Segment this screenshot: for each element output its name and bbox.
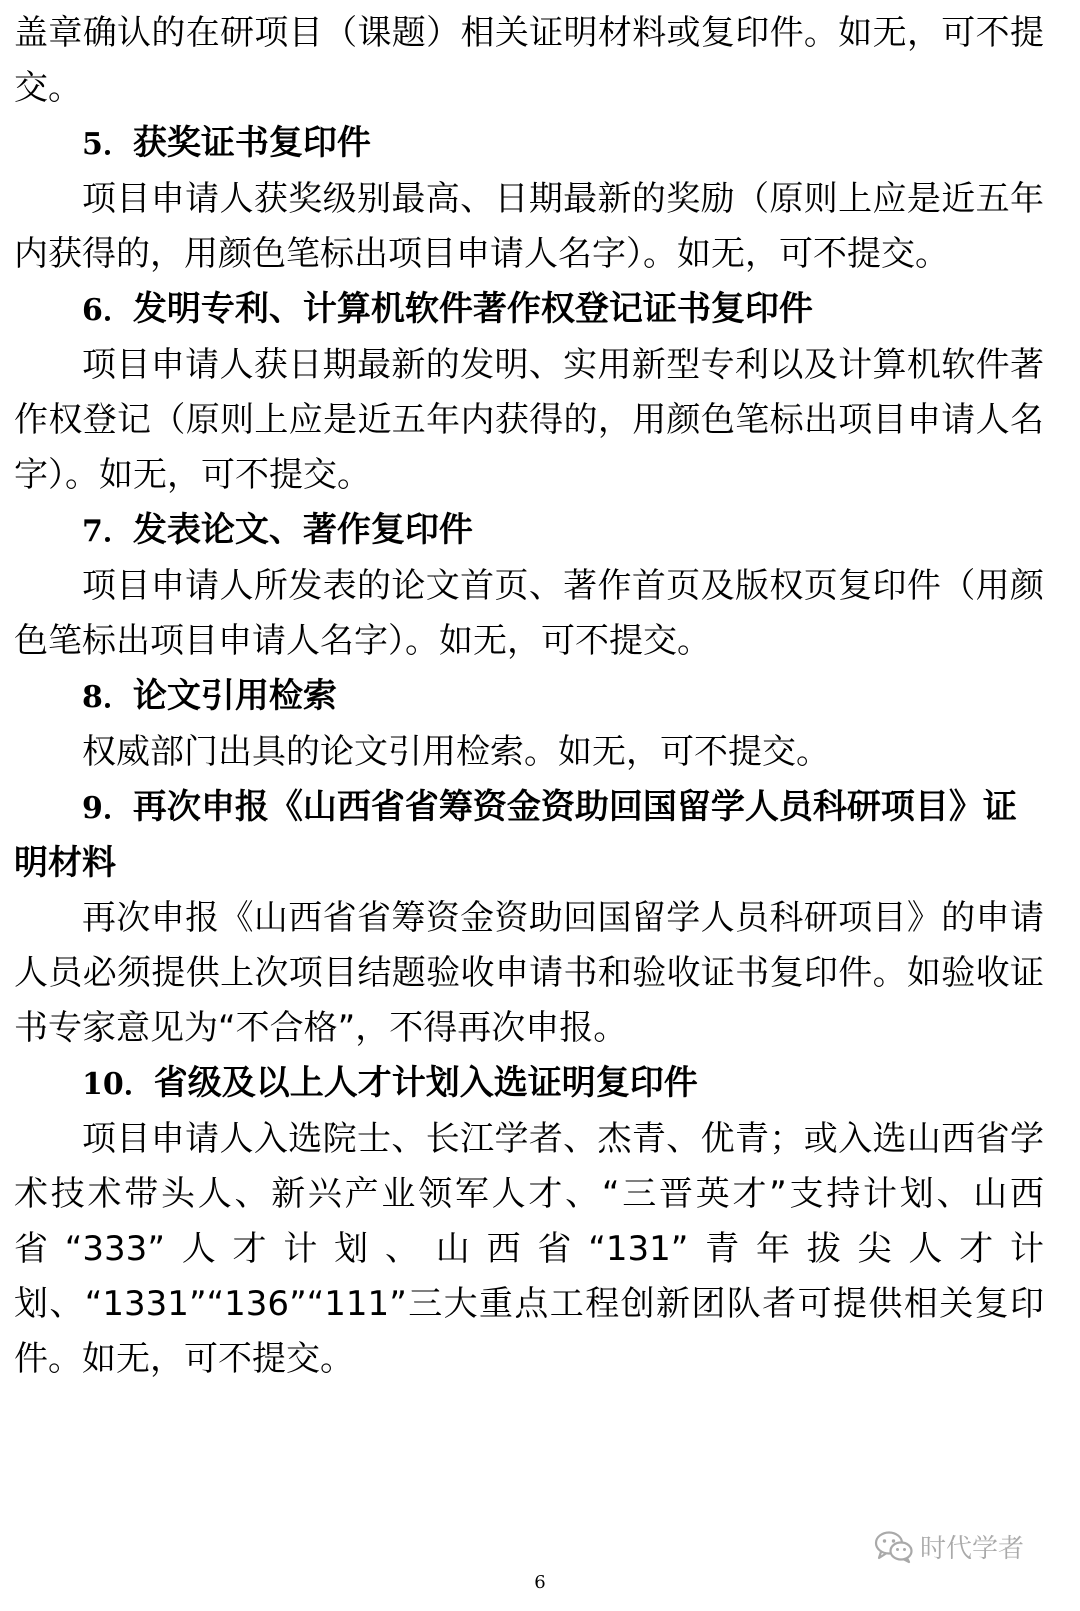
section-6-heading [14, 282, 1044, 338]
wechat-icon [874, 1530, 914, 1564]
section-5-number: 5． [82, 127, 133, 162]
section-9-title: 再次申报《山西省省筹资金资助回国留学人员科研项目》证明材料 [14, 787, 1017, 883]
section-9-body: 再次申报《山西省省筹资金资助回国留学人员科研项目》的申请人员必须提供上次项目结题验收申请书和验收证书复印件。如验收证书专家意见为“不合格”，不得再次申报。 [14, 898, 1044, 1048]
section-5-title: 获奖证书复印件 [132, 123, 371, 163]
section-8-body: 权威部门出具的论文引用检索。如无，可不提交。 [82, 732, 830, 772]
wechat-watermark [874, 1528, 1024, 1565]
section-6-title: 发明专利、计算机软件著作权登记证书复印件 [132, 289, 813, 329]
section-10-heading [14, 1056, 1044, 1112]
section-8-title: 论文引用检索 [132, 676, 337, 716]
section-10-number: 10． [82, 1067, 154, 1102]
page-number: 6 [534, 1572, 546, 1593]
section-10-title: 省级及以上人才计划入选证明复印件 [153, 1063, 698, 1103]
section-7-number: 7． [82, 514, 133, 549]
section-6-number: 6． [82, 293, 133, 328]
section-7-body: 项目申请人所发表的论文首页、著作首页及版权页复印件（用颜色笔标出项目申请人名字）。如无，可不提交。 [14, 566, 1044, 661]
section-9-heading [14, 780, 1044, 891]
section-5-body: 项目申请人获奖级别最高、日期最新的奖励（原则上应是近五年内获得的，用颜色笔标出项目申请人名字）。如无，可不提交。 [14, 179, 1044, 274]
section-8-number: 8． [82, 680, 133, 715]
section-8-heading [14, 669, 1044, 725]
section-7-title: 发表论文、著作复印件 [132, 510, 473, 550]
section-9-number: 9． [82, 791, 133, 826]
section-10-body: 项目申请人入选院士、长江学者、杰青、优青；或入选山西省学术技术带头人、新兴产业领军人才、“三晋英才”支持计划、山西省“333”人才计划、山西省“131”青年拔尖人才计划、“1331”“136”“111”三大重点工程创新团队者可提供相关复印件。如无，可不提交。 [14, 1119, 1044, 1379]
watermark-text: 时代学者 [919, 1534, 1024, 1564]
section-6-body: 项目申请人获日期最新的发明、实用新型专利以及计算机软件著作权登记（原则上应是近五年内获得的，用颜色笔标出项目申请人名字）。如无，可不提交。 [14, 345, 1044, 495]
document-page [14, 6, 1044, 1387]
section-7-heading [14, 503, 1044, 559]
intro-paragraph: 盖章确认的在研项目（课题）相关证明材料或复印件。如无，可不提交。 [14, 13, 1044, 108]
section-5-heading [14, 116, 1044, 172]
